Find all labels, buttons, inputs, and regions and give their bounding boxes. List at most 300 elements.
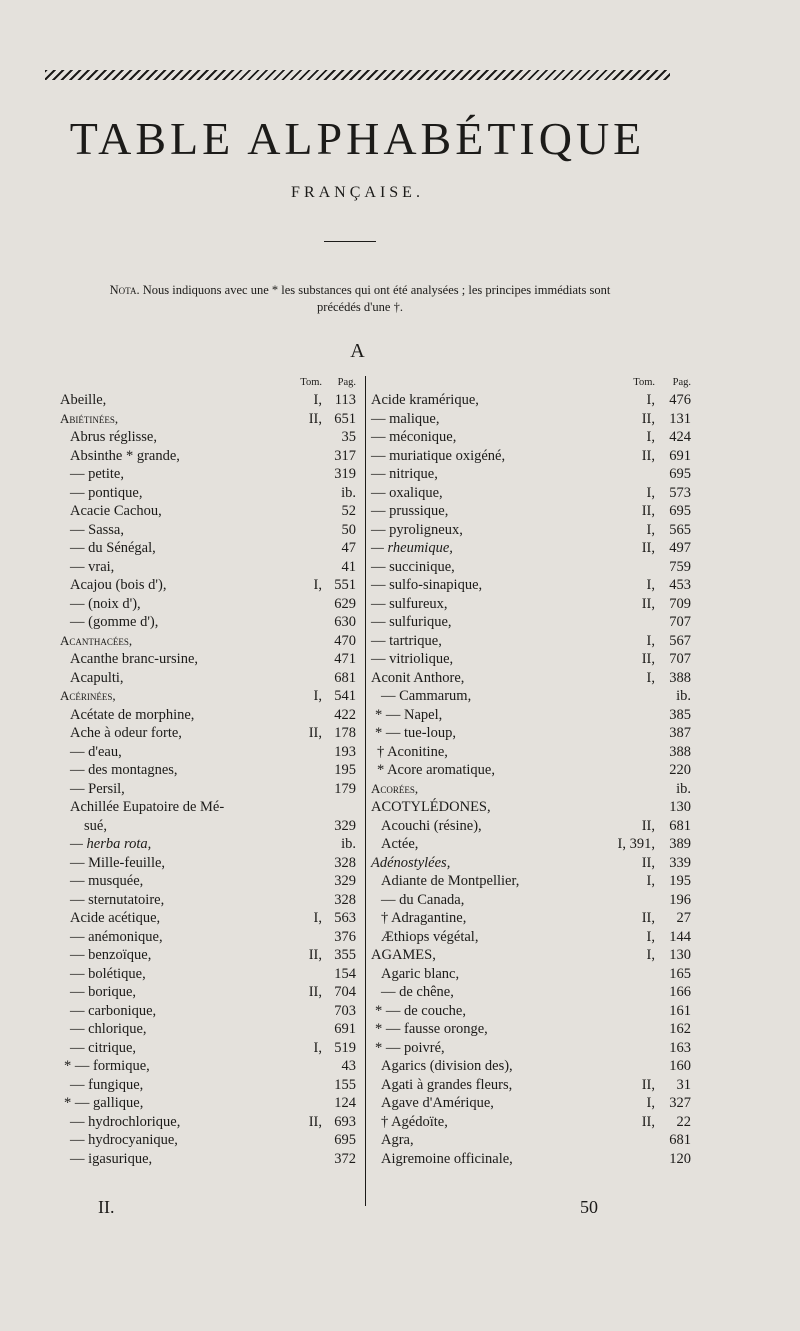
- entry-page: 563: [334, 910, 356, 926]
- index-entry: [60, 724, 356, 743]
- entry-name: Agaric blanc,: [381, 965, 460, 982]
- entry-volume: I,: [313, 910, 322, 926]
- index-entry: [371, 965, 691, 984]
- entry-name: Absinthe * grande,: [70, 447, 180, 464]
- entry-page: 144: [669, 928, 691, 945]
- index-entry: [371, 410, 691, 429]
- entry-name: sué,: [84, 817, 107, 834]
- column-header: [371, 373, 691, 391]
- index-entry: [371, 761, 691, 780]
- entry-page: 220: [669, 762, 691, 778]
- entry-name: Acapulti,: [70, 669, 124, 686]
- entry-page: 691: [334, 1021, 356, 1037]
- index-entry: [371, 465, 691, 484]
- entry-name: Adénostylées,: [371, 854, 451, 871]
- entry-name: — (noix d'),: [70, 595, 141, 612]
- index-entry: [371, 428, 691, 447]
- entry-page: 707: [669, 651, 691, 667]
- index-entry: [371, 687, 691, 706]
- entry-name: * — gallique,: [64, 1095, 144, 1111]
- entry-page: 131: [669, 410, 691, 427]
- entry-name: — pontique,: [70, 484, 143, 501]
- index-entry: [371, 650, 691, 669]
- entry-name: — (gomme d'),: [70, 614, 159, 630]
- index-entry: [60, 521, 356, 540]
- entry-name: — sulfurique,: [371, 614, 452, 630]
- entry-page: 166: [669, 984, 691, 1000]
- entry-name: — nitrique,: [371, 466, 438, 482]
- entry-name: Aigremoine officinale,: [381, 1150, 513, 1167]
- entry-page: 162: [669, 1021, 691, 1037]
- entry-page: 681: [334, 669, 356, 686]
- entry-name: — herba rota,: [70, 836, 152, 852]
- index-entry: [371, 946, 691, 965]
- entry-name: * — tue-loup,: [375, 725, 456, 741]
- entry-name: Actée,: [381, 836, 419, 852]
- index-entry: [60, 410, 356, 429]
- entry-page: 453: [669, 577, 691, 593]
- entry-volume: II,: [641, 854, 655, 871]
- entry-volume: I, 391,: [617, 836, 655, 852]
- page-subtitle: FRANÇAISE.: [291, 184, 424, 201]
- entry-name: Acorées,: [371, 780, 419, 796]
- entry-page: 179: [334, 780, 356, 797]
- entry-volume: I,: [646, 577, 655, 593]
- entry-volume: I,: [646, 928, 655, 945]
- entry-name: Acide acétique,: [70, 910, 161, 926]
- entry-volume: II,: [308, 984, 322, 1000]
- index-entry: [60, 1057, 356, 1076]
- index-entry: [371, 1150, 691, 1169]
- entry-page: 165: [669, 965, 691, 982]
- index-entry: [60, 743, 356, 762]
- entry-volume: I,: [313, 577, 322, 593]
- entry-volume: II,: [308, 947, 322, 963]
- entry-page: 329: [334, 873, 356, 889]
- entry-volume: I,: [313, 688, 322, 704]
- entry-page: 470: [334, 632, 356, 649]
- entry-page: 541: [334, 688, 356, 704]
- index-entry: [371, 1039, 691, 1058]
- entry-volume: II,: [641, 410, 655, 427]
- entry-page: 693: [334, 1113, 356, 1130]
- index-entry: [371, 835, 691, 854]
- entry-volume: II,: [308, 410, 322, 427]
- entry-volume: II,: [641, 817, 655, 834]
- index-entry: [60, 447, 356, 466]
- entry-name: Acétate de morphine,: [70, 706, 195, 723]
- index-entry: [371, 1094, 691, 1113]
- entry-page: ib.: [341, 836, 356, 852]
- entry-name: — fungique,: [70, 1076, 144, 1093]
- entry-name: * — Napel,: [375, 706, 443, 723]
- index-entry: [371, 706, 691, 725]
- note-text: Nous indiquons avec une * les substances qui ont été analysées ; les principes immédiats sont précédés d'une †.: [142, 283, 611, 314]
- entry-volume: II,: [308, 1113, 322, 1130]
- entry-volume: II,: [641, 651, 655, 667]
- index-entry: [60, 798, 356, 817]
- entry-page: 317: [334, 447, 356, 464]
- index-entry: [60, 1131, 356, 1150]
- index-entry: [60, 891, 356, 910]
- index-entry: [371, 909, 691, 928]
- entry-page: 372: [334, 1150, 356, 1167]
- entry-volume: II,: [641, 1076, 655, 1093]
- index-entry: [60, 595, 356, 614]
- tom-header: Tom.: [300, 377, 322, 388]
- entry-name: Acacie Cachou,: [70, 503, 162, 519]
- entry-name: — d'eau,: [70, 743, 122, 760]
- entry-page: 681: [669, 1132, 691, 1148]
- index-entry: [60, 502, 356, 521]
- entry-name: Agati à grandes fleurs,: [381, 1076, 513, 1093]
- entry-name: * — poivré,: [375, 1039, 445, 1056]
- index-entry: [60, 391, 356, 410]
- index-entry: [60, 761, 356, 780]
- index-entry: [371, 780, 691, 799]
- entry-name: — petite,: [70, 466, 124, 482]
- editorial-note: [90, 282, 630, 316]
- entry-name: ACOTYLÉDONES,: [371, 799, 491, 815]
- index-entry: [60, 1039, 356, 1058]
- entry-page: 339: [669, 854, 691, 871]
- index-entry: [60, 650, 356, 669]
- entry-name: — méconique,: [371, 429, 457, 445]
- index-entry: [60, 632, 356, 651]
- entry-volume: II,: [641, 540, 655, 556]
- entry-name: — Sassa,: [70, 521, 124, 538]
- entry-name: — carbonique,: [70, 1002, 157, 1019]
- entry-page: 573: [669, 484, 691, 501]
- entry-page: 691: [669, 447, 691, 464]
- entry-name: * Acore aromatique,: [377, 762, 495, 778]
- ornamental-rule: [45, 70, 670, 80]
- entry-page: 124: [334, 1095, 356, 1111]
- index-entry: [371, 447, 691, 466]
- entry-page: 695: [334, 1132, 356, 1148]
- entry-page: 681: [669, 817, 691, 834]
- entry-page: 196: [669, 891, 691, 908]
- entry-name: — des montagnes,: [70, 762, 178, 778]
- entry-page: ib.: [341, 484, 356, 501]
- index-entry: [60, 1020, 356, 1039]
- entry-name: Aconit Anthore,: [371, 669, 465, 686]
- entry-name: — vitriolique,: [371, 651, 454, 667]
- entry-volume: II,: [641, 1113, 655, 1130]
- entry-page: 329: [334, 817, 356, 834]
- entry-name: Ache à odeur forte,: [70, 725, 182, 741]
- entry-name: — Persil,: [70, 780, 125, 797]
- index-entry: [60, 909, 356, 928]
- index-entry: [60, 1094, 356, 1113]
- entry-name: — succinique,: [371, 558, 455, 575]
- entry-page: 154: [334, 965, 356, 982]
- entry-name: † Aconitine,: [377, 743, 448, 760]
- entry-volume: I,: [313, 392, 322, 408]
- index-entry: [371, 595, 691, 614]
- entry-name: * — formique,: [64, 1058, 150, 1074]
- entry-page: 497: [669, 540, 691, 556]
- entry-page: 388: [669, 669, 691, 686]
- column-header: [60, 373, 356, 391]
- section-letter: A: [350, 340, 365, 362]
- entry-volume: II,: [308, 725, 322, 741]
- index-entry: [60, 872, 356, 891]
- index-entry: [371, 558, 691, 577]
- entry-volume: I,: [646, 521, 655, 538]
- entry-page: 50: [341, 521, 356, 538]
- entry-page: 567: [669, 632, 691, 649]
- entry-name: — hydrocyanique,: [70, 1132, 178, 1148]
- entry-name: Acérinées,: [60, 688, 116, 703]
- index-entry: [371, 1020, 691, 1039]
- index-entry: [60, 1113, 356, 1132]
- entry-name: Acanthe branc-ursine,: [70, 651, 199, 667]
- entry-name: Abiétinées,: [60, 410, 119, 426]
- index-entry: [371, 1057, 691, 1076]
- entry-name: * — de couche,: [375, 1002, 466, 1019]
- entry-page: 120: [669, 1150, 691, 1167]
- entry-name: — chlorique,: [70, 1021, 147, 1037]
- index-column-left: [60, 373, 356, 1168]
- entry-page: 47: [341, 540, 356, 556]
- entry-name: — igasurique,: [70, 1150, 153, 1167]
- entry-volume: II,: [641, 503, 655, 519]
- entry-name: — prussique,: [371, 503, 449, 519]
- entry-name: Abrus réglisse,: [70, 429, 157, 445]
- entry-page: 707: [669, 614, 691, 630]
- index-entry: [60, 1076, 356, 1095]
- entry-name: Adiante de Montpellier,: [381, 873, 520, 889]
- note-label: Nota.: [109, 283, 140, 297]
- entry-name: Æthiops végétal,: [381, 928, 479, 945]
- index-entry: [371, 502, 691, 521]
- index-entry: [60, 613, 356, 632]
- entry-name: Agave d'Amérique,: [381, 1095, 494, 1111]
- entry-volume: II,: [641, 595, 655, 612]
- index-entry: [371, 983, 691, 1002]
- index-entry: [60, 965, 356, 984]
- entry-page: 629: [334, 595, 356, 612]
- entry-name: Agra,: [381, 1132, 414, 1148]
- index-entry: [60, 1150, 356, 1169]
- entry-page: 519: [334, 1039, 356, 1056]
- tom-header: Tom.: [633, 377, 655, 388]
- entry-page: 695: [669, 503, 691, 519]
- entry-name: * — fausse oronge,: [375, 1021, 488, 1037]
- entry-page: 113: [334, 392, 356, 408]
- entry-page: 161: [669, 1002, 691, 1019]
- entry-name: — sternutatoire,: [70, 891, 165, 908]
- entry-page: 389: [669, 836, 691, 852]
- entry-name: — du Sénégal,: [70, 540, 156, 556]
- entry-page: 703: [334, 1002, 356, 1019]
- entry-name: † Adragantine,: [381, 910, 467, 926]
- index-entry: [371, 872, 691, 891]
- entry-name: — tartrique,: [371, 632, 442, 649]
- entry-name: † Agédoïte,: [381, 1113, 448, 1130]
- entry-name: AGAMES,: [371, 947, 436, 963]
- entry-page: 35: [341, 429, 356, 445]
- entry-page: 195: [669, 873, 691, 889]
- entry-page: 327: [669, 1095, 691, 1111]
- entry-volume: I,: [646, 392, 655, 408]
- entry-name: — Cammarum,: [381, 688, 472, 704]
- index-entry: [371, 817, 691, 836]
- entry-page: 759: [669, 558, 691, 575]
- entry-volume: I,: [646, 429, 655, 445]
- entry-page: 709: [669, 595, 691, 612]
- entry-page: 387: [669, 725, 691, 741]
- index-entry: [60, 539, 356, 558]
- entry-name: — musquée,: [70, 873, 144, 889]
- entry-page: 422: [334, 706, 356, 723]
- entry-page: 178: [334, 725, 356, 741]
- index-entry: [371, 1076, 691, 1095]
- entry-name: Acide kramérique,: [371, 392, 479, 408]
- entry-page: 385: [669, 706, 691, 723]
- entry-volume: II,: [641, 910, 655, 926]
- index-entry: [60, 817, 356, 836]
- index-entry: [371, 391, 691, 410]
- entry-name: — anémonique,: [70, 928, 163, 945]
- index-entry: [60, 1002, 356, 1021]
- entry-page: 130: [669, 947, 691, 963]
- index-entry: [371, 891, 691, 910]
- entry-name: — malique,: [371, 410, 440, 427]
- entry-name: — vrai,: [70, 558, 115, 575]
- entry-name: — benzoïque,: [70, 947, 152, 963]
- title-divider: [324, 241, 376, 242]
- index-entry: [371, 743, 691, 762]
- entry-name: Achillée Eupatoire de Mé-: [70, 799, 225, 815]
- entry-name: — pyroligneux,: [371, 521, 463, 538]
- index-entry: [60, 946, 356, 965]
- entry-page: 22: [676, 1113, 691, 1130]
- entry-page: 651: [334, 410, 356, 427]
- entry-volume: I,: [646, 484, 655, 501]
- entry-page: 27: [676, 910, 691, 926]
- volume-mark: II.: [98, 1197, 115, 1217]
- pag-header: Pag.: [337, 377, 356, 388]
- signature-mark: 50: [580, 1197, 598, 1217]
- entry-page: 52: [341, 503, 356, 519]
- index-entry: [371, 521, 691, 540]
- entry-page: 41: [341, 558, 356, 575]
- entry-page: ib.: [676, 780, 691, 797]
- entry-name: — muriatique oxigéné,: [371, 447, 506, 464]
- index-entry: [60, 835, 356, 854]
- entry-volume: II,: [641, 447, 655, 464]
- entry-volume: I,: [313, 1039, 322, 1056]
- entry-page: ib.: [676, 688, 691, 704]
- entry-page: 193: [334, 743, 356, 760]
- entry-page: 160: [669, 1058, 691, 1074]
- index-entry: [60, 706, 356, 725]
- index-entry: [371, 1113, 691, 1132]
- entry-page: 704: [334, 984, 356, 1000]
- index-entry: [371, 1002, 691, 1021]
- entry-page: 376: [334, 928, 356, 945]
- column-divider: [365, 376, 366, 1206]
- entry-page: 388: [669, 743, 691, 760]
- index-entry: [371, 669, 691, 688]
- entry-page: 630: [334, 614, 356, 630]
- entry-page: 424: [669, 429, 691, 445]
- entry-page: 695: [669, 466, 691, 482]
- entry-page: 476: [669, 392, 691, 408]
- index-entry: [371, 576, 691, 595]
- index-entry: [371, 928, 691, 947]
- index-entry: [371, 724, 691, 743]
- index-column-right: [371, 373, 691, 1168]
- index-entry: [60, 854, 356, 873]
- entry-name: Abeille,: [60, 392, 107, 408]
- index-entry: [60, 928, 356, 947]
- index-entry: [371, 854, 691, 873]
- entry-page: 471: [334, 651, 356, 667]
- index-entry: [60, 465, 356, 484]
- entry-name: Acajou (bois d'),: [70, 577, 167, 593]
- entry-page: 328: [334, 854, 356, 871]
- page-title: TABLE ALPHABÉTIQUE: [69, 113, 646, 164]
- entry-page: 319: [334, 466, 356, 482]
- entry-name: — de chêne,: [381, 984, 454, 1000]
- index-entry: [60, 983, 356, 1002]
- pag-header: Pag.: [672, 377, 691, 388]
- index-entry: [371, 539, 691, 558]
- entry-name: Acouchi (résine),: [381, 817, 482, 834]
- entry-page: 328: [334, 891, 356, 908]
- index-entry: [371, 1131, 691, 1150]
- entry-name: — sulfureux,: [371, 595, 448, 612]
- entry-page: 155: [334, 1076, 356, 1093]
- entry-volume: I,: [646, 873, 655, 889]
- entry-name: — borique,: [70, 984, 137, 1000]
- entry-volume: I,: [646, 947, 655, 963]
- entry-name: — Mille-feuille,: [70, 854, 166, 871]
- entry-volume: I,: [646, 1095, 655, 1111]
- entry-page: 551: [334, 577, 356, 593]
- entry-name: — du Canada,: [381, 891, 465, 908]
- entry-page: 355: [334, 947, 356, 963]
- index-entry: [371, 798, 691, 817]
- entry-name: — hydrochlorique,: [70, 1113, 181, 1130]
- entry-volume: I,: [646, 669, 655, 686]
- entry-page: 130: [669, 799, 691, 815]
- entry-name: — rheumique,: [371, 540, 453, 556]
- entry-page: 43: [341, 1058, 356, 1074]
- index-entry: [60, 428, 356, 447]
- entry-page: 31: [676, 1076, 691, 1093]
- index-entry: [60, 669, 356, 688]
- entry-volume: I,: [646, 632, 655, 649]
- entry-name: Agarics (division des),: [381, 1058, 513, 1074]
- index-entry: [60, 484, 356, 503]
- entry-name: Acanthacées,: [60, 632, 133, 648]
- entry-name: — citrique,: [70, 1039, 137, 1056]
- entry-page: 195: [334, 762, 356, 778]
- index-entry: [60, 780, 356, 799]
- index-entry: [371, 613, 691, 632]
- index-entry: [60, 558, 356, 577]
- index-entry: [60, 576, 356, 595]
- index-entry: [371, 632, 691, 651]
- entry-page: 163: [669, 1039, 691, 1056]
- entry-name: — bolétique,: [70, 965, 146, 982]
- entry-page: 565: [669, 521, 691, 538]
- entry-name: — oxalique,: [371, 484, 443, 501]
